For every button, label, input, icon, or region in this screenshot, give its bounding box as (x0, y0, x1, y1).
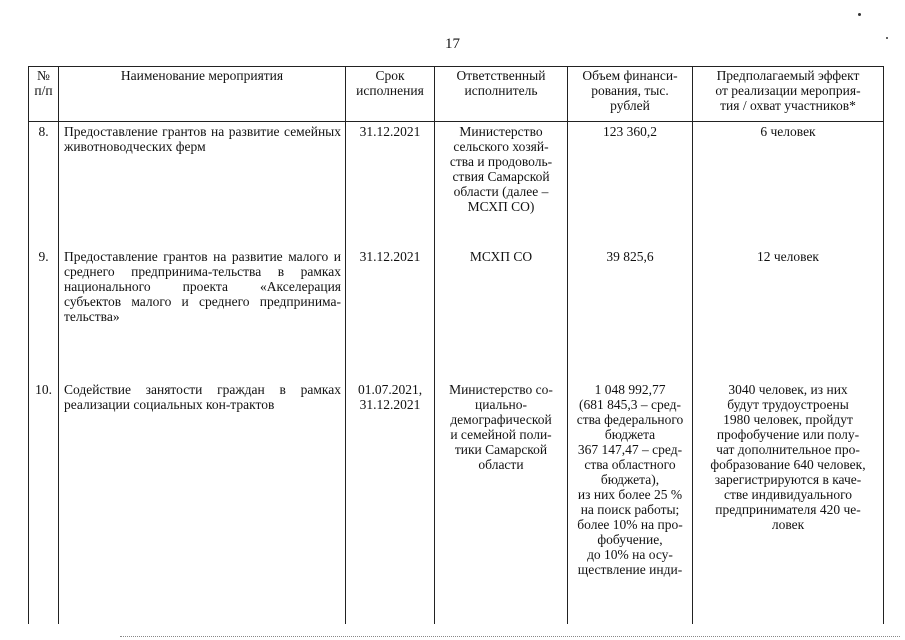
scan-speck (858, 13, 861, 16)
row-name: Предоставление грантов на развитие семейных животноводческих ферм (59, 122, 346, 245)
row-executor: Министерство со- циально- демографической и семейной поли- тики Самарской области (435, 371, 568, 624)
row-executor: МСХП СО (435, 244, 568, 371)
header-funding: Объем финанси- рования, тыс. рублей (568, 67, 693, 122)
header-executor: Ответственный исполнитель (435, 67, 568, 122)
row-num: 9. (29, 244, 59, 371)
measures-table (28, 66, 884, 624)
scan-bottom-edge (120, 636, 900, 637)
page-number: 17 (445, 36, 460, 52)
row-deadline: 31.12.2021 (346, 244, 435, 371)
table-row (29, 122, 884, 245)
row-effect: 3040 человек, из них будут трудоустроены 1980 человек, пройдут профобучение или полу- чат дополнительное про- фобразование 640 человек, зарегистрируются в каче- стве индивидуального предпринимателя 420 че- ловек (693, 371, 884, 624)
table-row (29, 371, 884, 624)
row-name: Содействие занятости граждан в рамках реализации социальных кон-трактов (59, 371, 346, 624)
row-funding: 1 048 992,77 (681 845,3 – сред- ства федерального бюджета 367 147,47 – сред- ства областного бюджета), из них более 25 % на поиск работы; более 10% на про- фобучение, до 10% на осу- ществление инди- (568, 371, 693, 624)
row-deadline: 31.12.2021 (346, 122, 435, 245)
row-deadline: 01.07.2021, 31.12.2021 (346, 371, 435, 624)
table-row (29, 244, 884, 371)
row-name: Предоставление грантов на развитие малого и среднего предпринима-тельства в рамках национального проекта «Акселерация субъектов малого и среднего предпринима-тельства» (59, 244, 346, 371)
row-executor: Министерство сельского хозяй- ства и продоволь- ствия Самарской области (далее – МСХП СО) (435, 122, 568, 245)
row-effect: 6 человек (693, 122, 884, 245)
header-deadline: Срок исполнения (346, 67, 435, 122)
table-header-row (29, 67, 884, 122)
row-num: 10. (29, 371, 59, 624)
row-num: 8. (29, 122, 59, 245)
row-effect: 12 человек (693, 244, 884, 371)
header-effect: Предполагаемый эффект от реализации мероприя- тия / охват участников* (693, 67, 884, 122)
header-name: Наименование мероприятия (59, 67, 346, 122)
header-num: № п/п (29, 67, 59, 122)
scan-speck (886, 37, 888, 39)
row-funding: 39 825,6 (568, 244, 693, 371)
row-funding: 123 360,2 (568, 122, 693, 245)
